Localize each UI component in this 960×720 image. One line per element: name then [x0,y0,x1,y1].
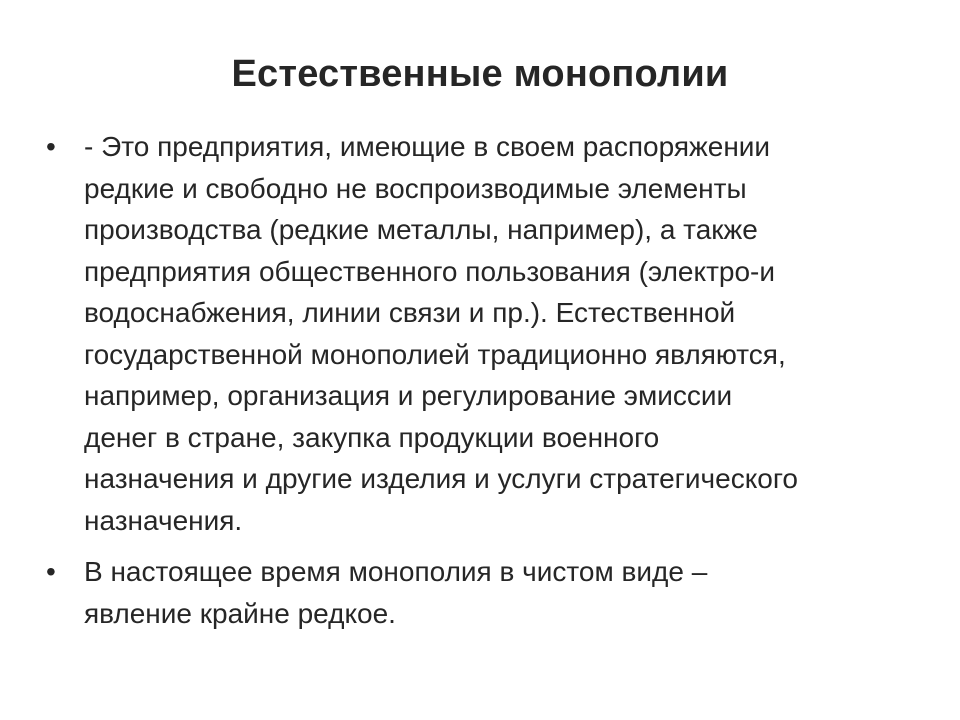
text-line: назначения и другие изделия и услуги стратегического [84,463,798,494]
bullet-text [84,126,916,541]
bullet-item-1 [46,126,916,541]
text-line: производства (редкие металлы, например), а также [84,214,758,245]
bullet-item-2 [46,551,916,634]
slide-title: Естественные монополии [231,53,729,95]
bullet-list [46,126,916,644]
text-line: например, организация и регулирование эмиссии [84,380,733,411]
bullet-text [84,551,916,634]
text-line: В настоящее время монополия в чистом виде – [84,556,708,587]
text-line: явление крайне редкое. [84,597,396,629]
bullet-marker: • [46,556,56,587]
text-line: государственной монополией традиционно являются, [84,338,786,370]
text-line: денег в стране, закупка продукции военного [84,421,660,453]
bullet-marker: • [46,131,56,162]
text-line: водоснабжения, линии связи и пр.). Естественной [84,297,736,328]
text-line: - Это предприятия, имеющие в своем распоряжении [84,131,771,162]
text-line: назначения. [84,504,243,536]
text-line: предприятия общественного пользования (электро-и [84,255,776,287]
text-line: редкие и свободно не воспроизводимые элементы [84,172,747,204]
